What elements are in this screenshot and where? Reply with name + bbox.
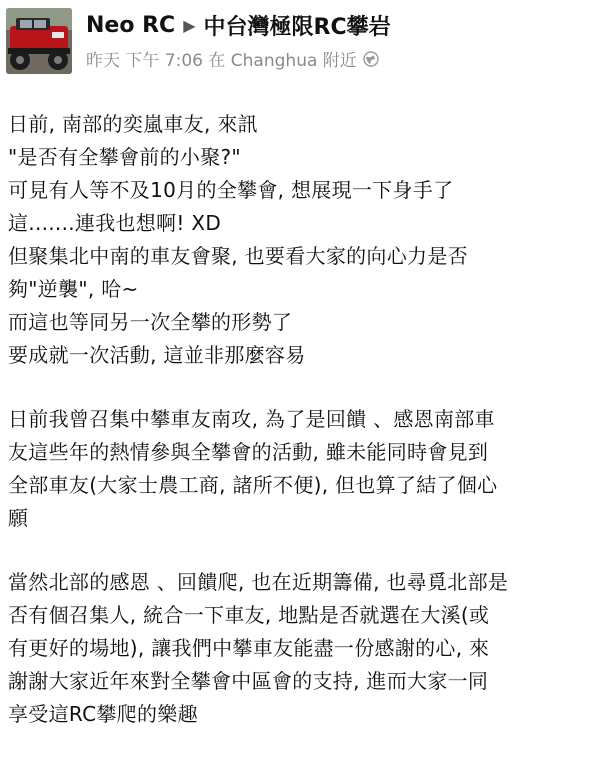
right-arrow-icon: ▶ [183, 16, 196, 35]
post-title [86, 10, 391, 41]
paragraph-2 [8, 403, 604, 535]
post-line: 要成就一次活動, 這並非那麼容易 [8, 343, 306, 367]
post-line: 否有個召集人, 統合一下車友, 地點是否就選在大溪(或 [8, 603, 490, 627]
avatar-image [6, 8, 72, 74]
post-line: 謝謝大家近年來對全攀會中區會的支持, 進而大家一同 [8, 669, 489, 693]
post-header [0, 0, 610, 90]
post-line: 可見有人等不及10月的全攀會, 想展現一下身手了 [8, 178, 454, 202]
post-meta [86, 46, 379, 71]
globe-icon[interactable] [363, 51, 379, 67]
post-line: 日前, 南部的奕嵐車友, 來訊 [8, 112, 258, 136]
paragraph-spacer [8, 535, 604, 566]
post-line: 日前我曾召集中攀車友南攻, 為了是回饋 、感恩南部車 [8, 407, 495, 431]
author-name[interactable]: Neo RC [86, 13, 176, 38]
paragraph-spacer [8, 372, 604, 403]
post-line: 全部車友(大家士農工商, 諸所不便), 但也算了結了個心 [8, 473, 498, 497]
paragraph-1 [8, 108, 604, 372]
post-line: 夠"逆襲", 哈~ [8, 277, 139, 301]
avatar[interactable] [6, 8, 72, 74]
group-name[interactable]: 中台灣極限RC攀岩 [203, 15, 391, 40]
post-line: 享受這RC攀爬的樂趣 [8, 702, 198, 726]
post-line: 但聚集北中南的車友會聚, 也要看大家的向心力是否 [8, 244, 468, 268]
post-line: 當然北部的感恩 、回饋爬, 也在近期籌備, 也尋覓北部是 [8, 570, 509, 594]
paragraph-3 [8, 566, 604, 731]
post-line: 而這也等同另一次全攀的形勢了 [8, 310, 293, 334]
post-body [8, 108, 604, 731]
post-line: 有更好的場地), 讓我們中攀車友能盡一份感謝的心, 來 [8, 636, 490, 660]
post-line: 這.......連我也想啊! XD [8, 211, 222, 235]
post-line: 願 [8, 506, 29, 530]
post-timestamp-location[interactable]: 昨天 下午 7:06 在 Changhua 附近 [86, 51, 357, 71]
post-line: "是否有全攀會前的小聚?" [8, 145, 241, 169]
post-line: 友這些年的熱情參與全攀會的活動, 雖未能同時會見到 [8, 440, 489, 464]
